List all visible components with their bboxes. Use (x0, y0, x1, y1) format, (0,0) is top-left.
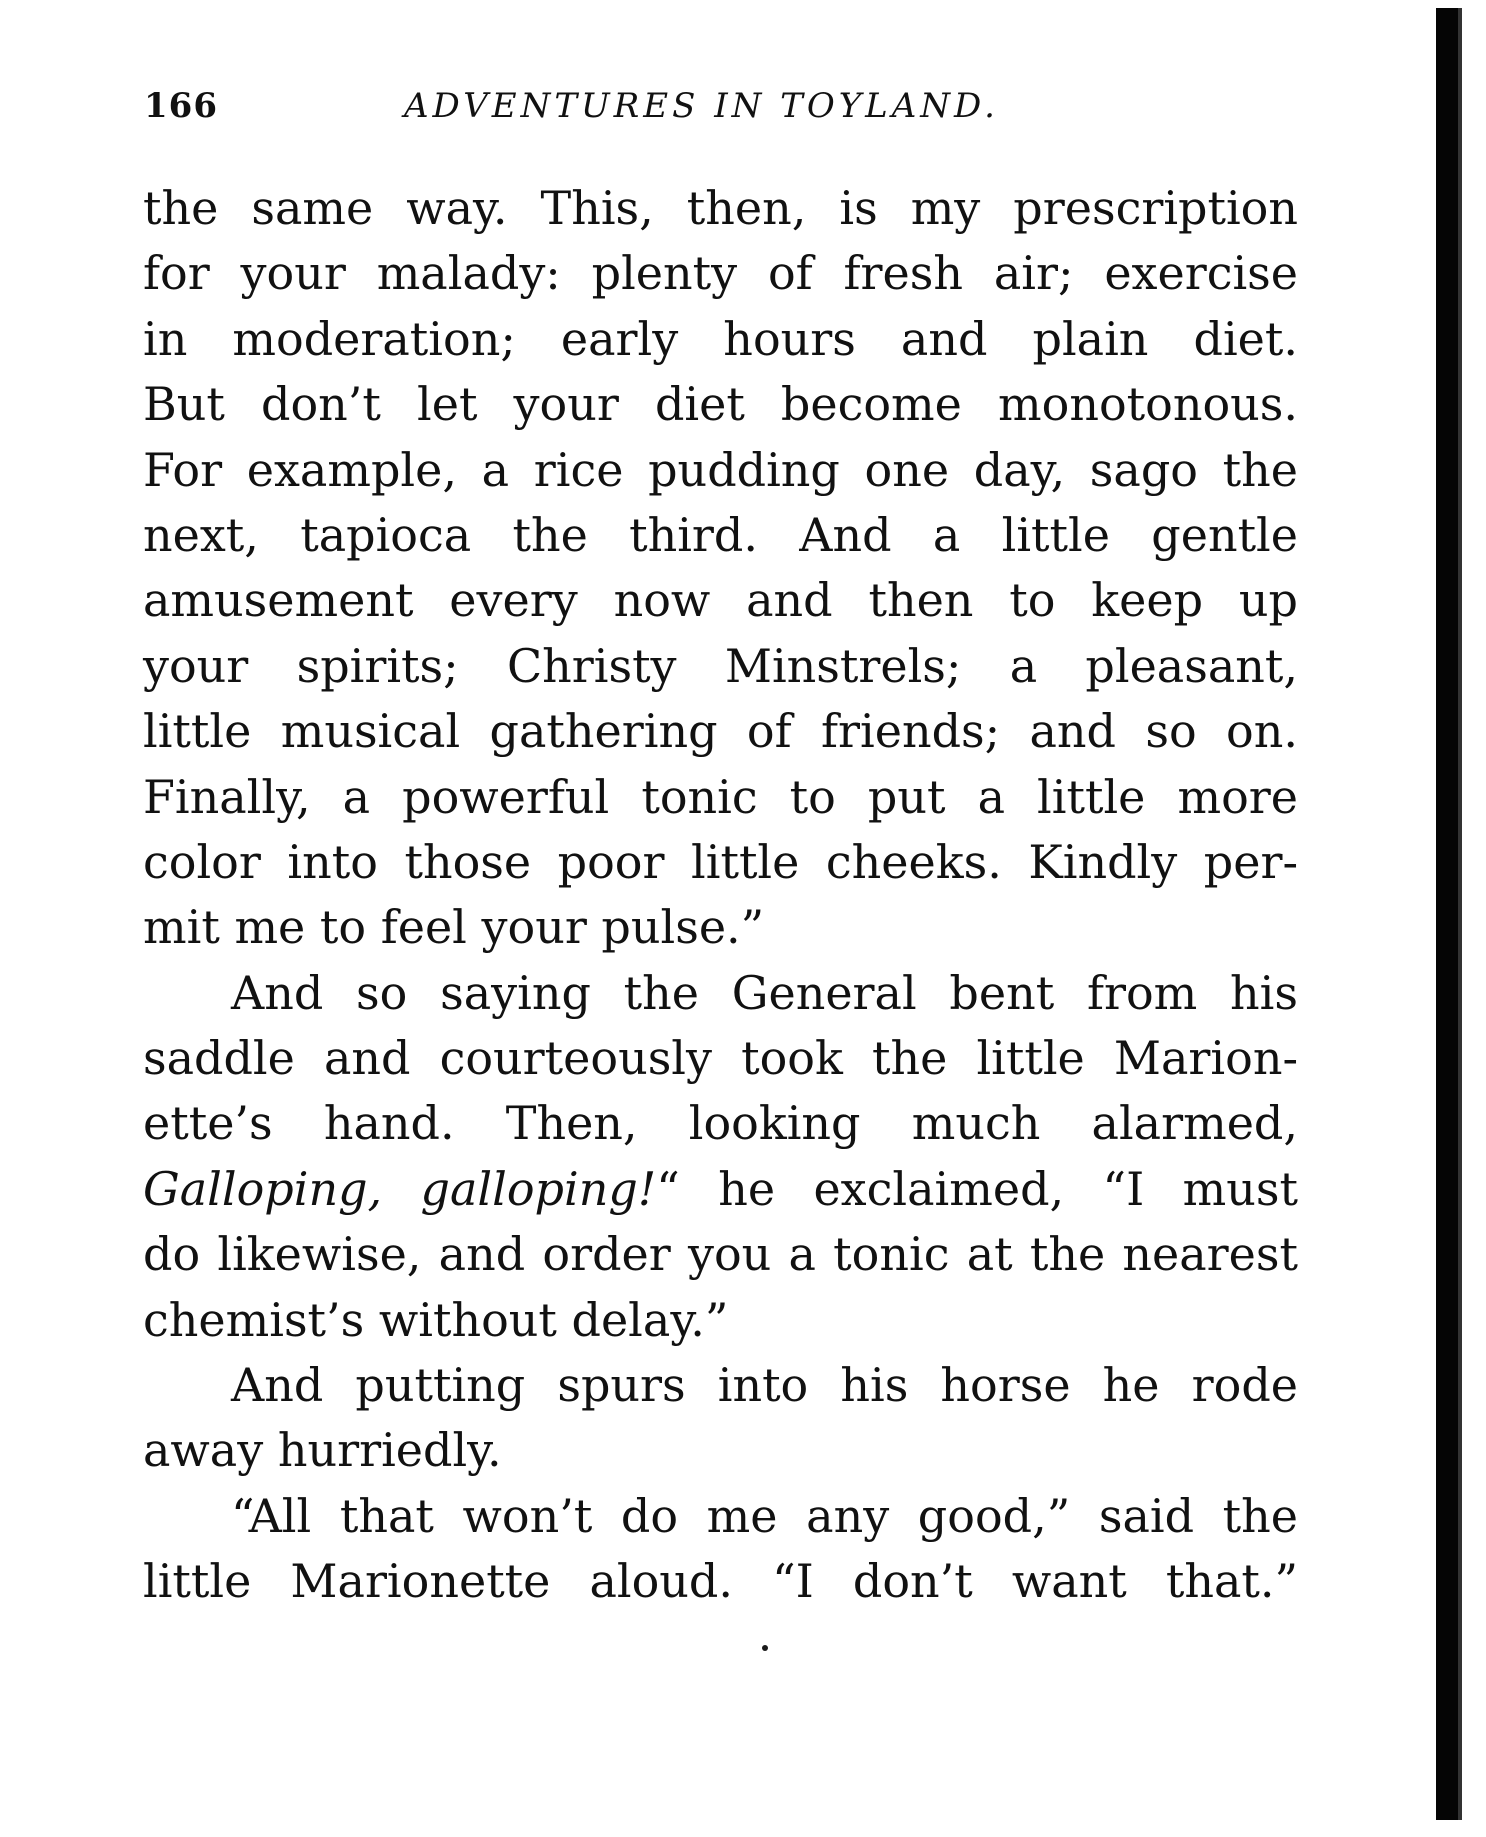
text-line: next, tapioca the third. And a little gentle (143, 507, 1298, 562)
running-header (144, 86, 1294, 146)
text-line: little musical gathering of friends; and so on. (143, 704, 1298, 759)
text-line: away hurriedly. (143, 1423, 502, 1478)
italic-exclamation: Galloping, galloping! (143, 1161, 657, 1216)
text-line: ette’s hand. Then, looking much alarmed, (143, 1096, 1298, 1151)
running-title: ADVENTURES IN TOYLAND. (404, 86, 999, 126)
text-line: But don’t let your diet become monotonous. (143, 377, 1298, 432)
text-line: do likewise, and order you a tonic at the nearest (143, 1227, 1298, 1282)
text-line: Finally, a powerful tonic to put a little more (143, 769, 1298, 824)
text-line: for your malady: plenty of fresh air; exercise (143, 246, 1298, 301)
text-line: For example, a rice pudding one day, sago the (143, 442, 1298, 497)
text-line: saddle and courteously took the little Marion- (143, 1031, 1298, 1086)
ink-speck (762, 1645, 768, 1651)
text-line: chemist’s without delay.” (143, 1292, 729, 1347)
paragraph-start-line: And putting spurs into his horse he rode (231, 1358, 1298, 1413)
text-line: your spirits; Christy Minstrels; a pleasant, (143, 638, 1298, 693)
text-line: the same way. This, then, is my prescription (143, 181, 1298, 235)
body-text (143, 176, 1298, 1615)
text-line: mit me to feel your pulse.” (143, 900, 765, 955)
page-number: 166 (144, 86, 218, 126)
text-line: in moderation; early hours and plain diet. (143, 311, 1298, 366)
text-line: little Marionette aloud. “I don’t want that.” (143, 1554, 1298, 1609)
paragraph-start-line: “All that won’t do me any good,” said the (231, 1488, 1298, 1543)
text-line: amusement every now and then to keep up (143, 573, 1298, 628)
text-line: color into those poor little cheeks. Kindly per- (143, 834, 1298, 889)
page-edge-shadow (1436, 8, 1458, 1820)
paragraph-start-line: And so saying the General bent from his (231, 965, 1298, 1020)
text-line-remainder: “ he exclaimed, “I must (656, 1161, 1298, 1216)
text-line-with-italic (143, 1157, 1298, 1222)
